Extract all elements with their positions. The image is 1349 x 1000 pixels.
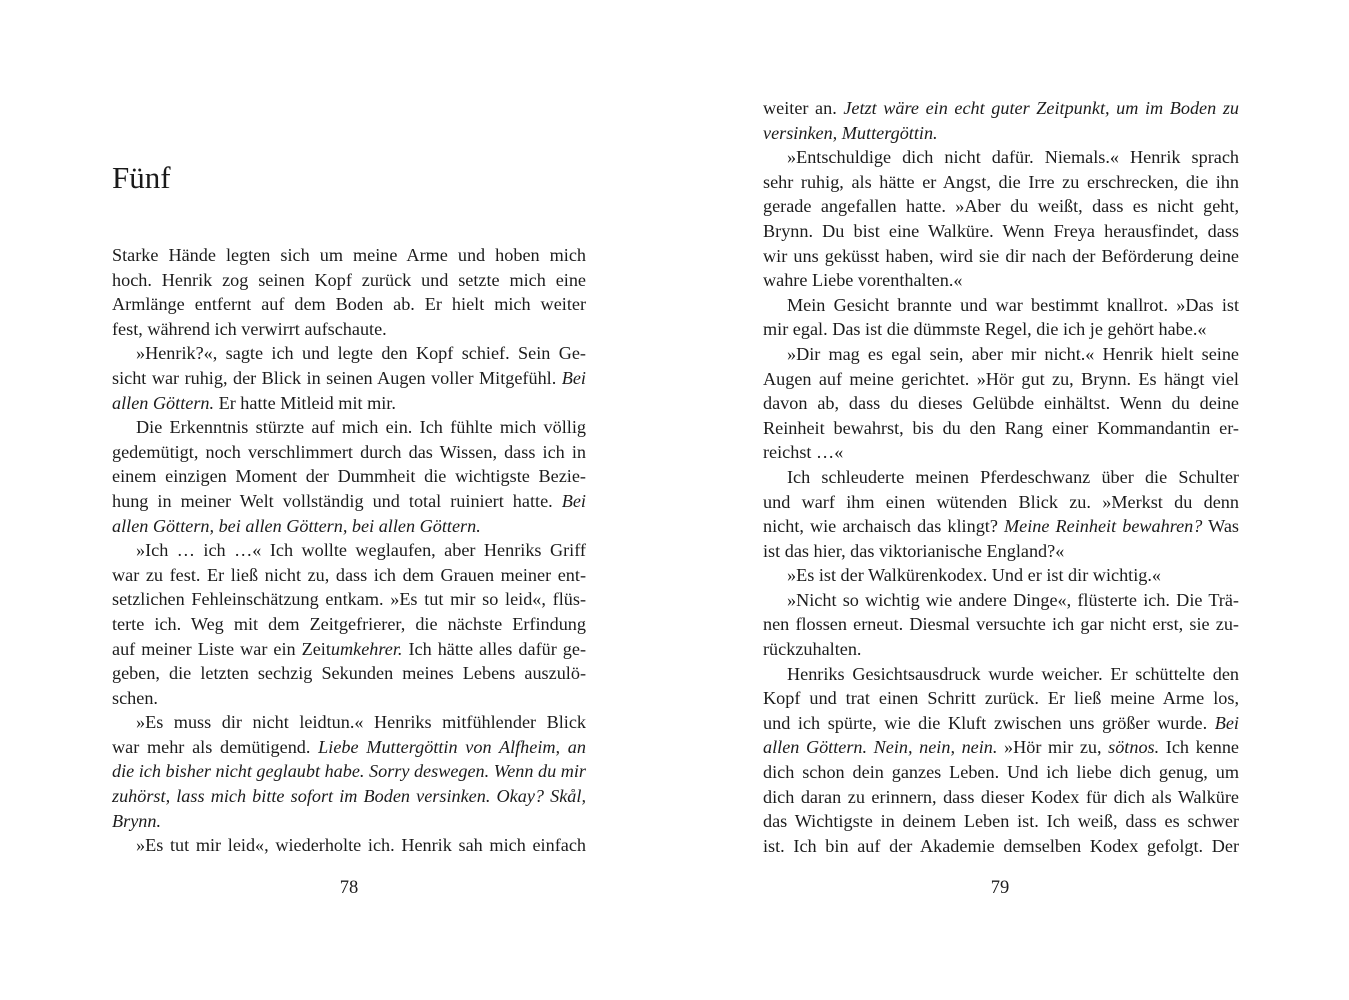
text-line [112,735,586,760]
text-line [112,759,586,784]
text-line [763,391,1239,416]
text-line [112,661,586,686]
text-segment: »Es ist der Walkürenkodex. Und er ist dir wichtig.« [787,565,1162,586]
text-line [112,391,586,416]
text-line [763,342,1239,367]
text-segment: hoch. Henrik zog seinen Kopf zurück und setzte mich eine [112,269,586,290]
text-line [112,268,586,293]
text-line [112,587,586,612]
text-line [763,612,1239,637]
text-line [763,686,1239,711]
text-segment: Was [1202,516,1239,537]
text-line [763,317,1239,342]
text-line [112,809,586,834]
text-segment: »Es tut mir leid«, wiederholte ich. Henrik sah mich einfach [136,835,586,856]
text-segment: geben, die letzten sechzig Sekunden meines Lebens auszulö- [112,663,586,684]
text-line [112,833,586,858]
text-segment: wahre Liebe vorenthalten.« [763,270,963,291]
text-line [763,539,1239,564]
text-line [763,293,1239,318]
text-segment: war zu fest. Er ließ nicht zu, dass ich dem Grauen meiner ent- [112,564,586,585]
text-line [763,760,1239,785]
italic-text: Bei [561,490,586,511]
text-line [112,317,586,342]
text-segment: gerade angefallen hatte. »Aber du weißt, dass es nicht geht, [763,196,1239,217]
text-segment: das Wichtigste in deinem Leben ist. Ich weiß, dass es schwer [763,811,1239,832]
text-line [112,366,586,391]
text-segment: Augen auf meine gerichtet. »Hör gut zu, Brynn. Es hängt viel [763,368,1239,389]
text-line [112,243,586,268]
text-line [763,563,1239,588]
text-segment: »Entschuldige dich nicht dafür. Niemals.« Henrik sprach [787,147,1239,168]
text-segment: dich schon dein ganzes Leben. Und ich liebe dich genug, um [763,762,1239,783]
text-line [112,415,586,440]
text-segment: weiter an. [763,98,844,118]
text-segment: sehr ruhig, als hätte er Angst, die Irre zu erschrecken, die ihn [763,171,1239,192]
italic-text: Brynn. [112,810,161,831]
text-line [112,440,586,465]
text-line [112,563,586,588]
text-segment: Reinheit bewahrst, bis du den Rang einer Kommandantin er- [763,417,1239,438]
text-segment: Ich kenne [1159,737,1240,758]
text-segment: Starke Hände legten sich um meine Arme und hoben mich [112,245,586,265]
text-segment: und warf ihm einen wütenden Blick zu. »Merkst du denn [763,491,1239,512]
text-line [763,588,1239,613]
text-segment: und ich spürte, wie die Kluft zwischen uns größer wurde. [763,712,1215,733]
text-segment: fest, während ich verwirrt aufschaute. [112,318,387,339]
text-segment: gedemütigt, noch verschlimmert durch das Wissen, dass ich in [112,441,586,462]
right-page-text [763,96,1239,858]
text-segment: reichst …« [763,442,844,463]
italic-text: die ich bisher nicht geglaubt habe. Sorry deswegen. Wenn du mir [112,761,586,782]
italic-text: Meine Reinheit bewahren? [1004,516,1203,537]
text-segment: ist. Ich bin auf der Akademie demselben Kodex gefolgt. Der [763,835,1239,856]
text-segment: Armlänge entfernt auf dem Boden ab. Er hielt mich weiter [112,294,586,315]
text-segment: Brynn. Du bist eine Walküre. Wenn Freya herausfindet, dass [763,220,1239,241]
text-line [763,834,1239,859]
text-line [763,268,1239,293]
text-line [763,194,1239,219]
text-line [112,710,586,735]
text-segment: Ich hätte alles dafür ge- [402,638,587,659]
text-segment: Henriks Gesichtsausdruck wurde weicher. Er schüttelte den [787,663,1239,684]
text-segment: Die Erkenntnis stürzte auf mich ein. Ich fühlte mich völlig [136,417,586,438]
right-page [674,0,1349,1000]
text-line [763,735,1239,760]
text-line [763,514,1239,539]
text-segment: »Hör mir zu, [997,737,1109,758]
text-line [763,637,1239,662]
text-segment: hung in meiner Welt vollständig und total ruiniert hatte. [112,490,562,511]
italic-text: Liebe Muttergöttin von Alfheim, an [318,736,586,757]
text-segment: mir egal. Das ist die dümmste Regel, die ich je gehört habe.« [763,319,1207,340]
text-line [763,809,1239,834]
text-line [763,121,1239,146]
left-page-text [112,243,586,858]
text-segment: »Dir mag es egal sein, aber mir nicht.« Henrik hielt seine [787,343,1239,364]
text-line [763,145,1239,170]
text-line [763,785,1239,810]
text-line [112,612,586,637]
italic-text: sötnos. [1108,737,1160,758]
text-line [763,219,1239,244]
text-segment: schen. [112,687,158,708]
italic-text: zuhörst, lass mich bitte sofort im Boden versinken. Okay? Skål, [112,786,586,807]
italic-text: umkehrer. [330,638,403,659]
text-line [112,292,586,317]
italic-text: Bei [1214,712,1239,733]
italic-text: Bei [561,367,586,388]
text-line [112,686,586,711]
chapter-title: Fünf [112,160,171,195]
page-number-right: 79 [990,878,1010,898]
page-number-left: 78 [339,878,359,898]
text-line [763,711,1239,736]
text-segment: Er hatte Mitleid mit mir. [214,392,396,413]
text-line [112,489,586,514]
text-segment: nicht, wie archaisch das klingt? [763,516,1005,537]
text-segment: terte ich. Weg mit dem Zeitgefrierer, die nächste Erfindung [112,613,586,634]
text-line [763,96,1239,121]
text-line [763,490,1239,515]
text-segment: »Ich … ich …« Ich wollte weglaufen, aber Henriks Griff [136,540,586,561]
text-line [763,465,1239,490]
text-segment: dich daran zu erinnern, dass dieser Kodex für dich als Walküre [763,786,1239,807]
text-line [763,244,1239,269]
text-line [112,538,586,563]
text-line [763,416,1239,441]
italic-text: Jetzt wäre ein echt guter Zeitpunkt, um im Boden zu [843,98,1239,118]
text-line [763,440,1239,465]
text-line [763,367,1239,392]
text-line [112,341,586,366]
text-segment: »Nicht so wichtig wie andere Dinge«, flüsterte ich. Die Trä- [787,589,1239,610]
text-segment: davon ab, dass du dieses Gelübde einhältst. Wenn du deine [763,393,1239,414]
text-line [112,514,586,539]
italic-text: allen Göttern, bei allen Göttern, bei allen Göttern. [112,515,481,536]
text-segment: nen flossen erneut. Diesmal versuchte ich gar nicht erst, sie zu- [763,614,1239,635]
left-page [0,0,674,1000]
italic-text: allen Göttern. [112,392,215,413]
text-segment: einem einzigen Moment der Dummheit die wichtigste Bezie- [112,466,586,487]
text-segment: auf meiner Liste war ein Zeit [112,638,331,659]
text-segment: ist das hier, das viktorianische England?« [763,540,1065,561]
text-segment: Ich schleuderte meinen Pferdeschwanz über die Schulter [787,466,1239,487]
text-segment: Kopf und trat einen Schritt zurück. Er ließ meine Arme los, [763,688,1239,709]
text-line [763,662,1239,687]
text-line [112,784,586,809]
text-segment: »Henrik?«, sagte ich und legte den Kopf schief. Sein Ge- [136,343,586,364]
text-segment: »Es muss dir nicht leidtun.« Henriks mitfühlender Blick [136,712,586,733]
text-segment: wir uns geküsst haben, wird sie dir nach der Beförderung deine [763,245,1239,266]
text-line [112,637,586,662]
text-segment: Mein Gesicht brannte und war bestimmt knallrot. »Das ist [787,294,1239,315]
text-line [763,170,1239,195]
text-line [112,464,586,489]
text-segment: sicht war ruhig, der Blick in seinen Augen voller Mitgefühl. [112,367,562,388]
text-segment: war mehr als demütigend. [112,736,319,757]
text-segment: setzlichen Fehleinschätzung entkam. »Es tut mir so leid«, flüs- [112,589,586,610]
text-segment: rückzuhalten. [763,639,862,660]
italic-text: allen Göttern. Nein, nein, nein. [763,737,998,758]
italic-text: versinken, Muttergöttin. [763,122,938,143]
